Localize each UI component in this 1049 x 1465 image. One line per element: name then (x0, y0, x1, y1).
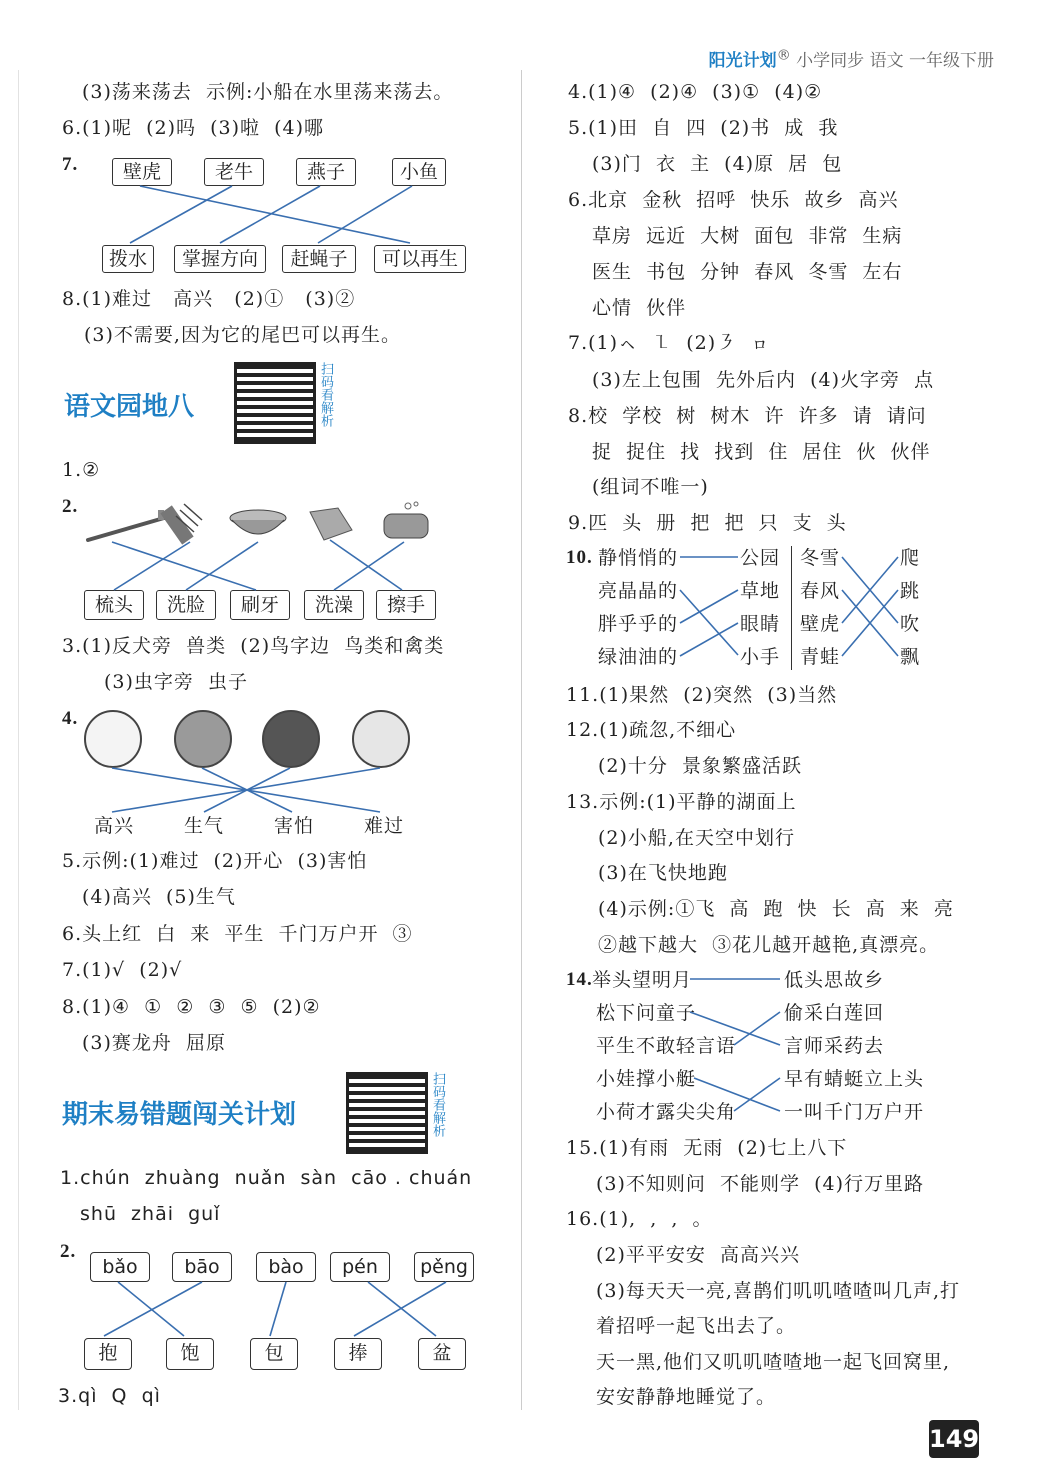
r-q5a: 5.(1)田 自 四 (2)书 成 我 (568, 117, 839, 139)
r10-right-item: 冬雪 (800, 547, 841, 569)
r10-right-item: 春风 (800, 580, 841, 602)
r-q13a: 13.示例:(1)平静的湖面上 (566, 791, 797, 813)
char-box: 抱 (84, 1338, 132, 1370)
r-q14-label: 14. (566, 969, 593, 990)
match-line (104, 1282, 202, 1336)
emotion-word: 害怕 (274, 815, 315, 837)
r14-right-item: 低头思故乡 (784, 969, 885, 991)
match-line (368, 1282, 436, 1336)
match-line (330, 540, 402, 590)
pinyin-box: bǎo (90, 1252, 150, 1282)
qr-hint: 扫码看解析 (318, 362, 333, 427)
char-box: 包 (250, 1338, 298, 1370)
page-number: 149 (929, 1420, 979, 1458)
match-line (318, 186, 412, 243)
r-q6c: 医生 书包 分钟 春风 冬雪 左右 (592, 261, 903, 283)
r-q13b: (2)小船,在天空中划行 (598, 827, 795, 849)
s1-q6: 6.头上红 白 来 平生 千门万户开 ③ (62, 923, 413, 945)
left-line-1: (3)荡来荡去 示例:小船在水里荡来荡去。 (82, 81, 454, 103)
registered-mark: ® (776, 47, 791, 64)
r10-verb-item: 吹 (900, 613, 921, 635)
r10-mid-item: 小手 (740, 646, 781, 668)
r-q6b: 草房 远近 大树 面包 非常 生病 (592, 225, 903, 247)
r14-left-item: 松下问童子 (596, 1002, 697, 1024)
r10-right-item: 壁虎 (800, 613, 841, 635)
r-q8c: (组词不唯一) (592, 476, 709, 498)
r-q16d: 着招呼一起飞出去了。 (596, 1315, 797, 1337)
r14-left-item: 举头望明月 (592, 969, 693, 991)
r10-right-item: 青蛙 (800, 646, 841, 668)
s2-q3: 3.qì Q qì (58, 1385, 161, 1407)
r-q11: 11.(1)果然 (2)突然 (3)当然 (566, 684, 838, 706)
r-q8b: 捉 捉住 找 找到 住 居住 伙 伙伴 (592, 441, 931, 463)
r10-mid-item: 公园 (740, 547, 781, 569)
r-q15a: 15.(1)有雨 无雨 (2)七上八下 (566, 1137, 848, 1159)
s1-q5b: (4)高兴 (5)生气 (82, 886, 236, 908)
r10-left-item: 静悄悄的 (598, 547, 679, 569)
s2-q1b: shū zhāi guǐ (80, 1203, 221, 1225)
char-box: 捧 (334, 1338, 382, 1370)
r-q6d: 心情 伙伴 (592, 297, 687, 319)
s1-q1: 1.② (62, 459, 101, 481)
r14-left-item: 平生不敢轻言语 (596, 1035, 737, 1057)
emotion-word: 高兴 (94, 815, 135, 837)
match-line (270, 1282, 286, 1336)
r10-left-item: 胖乎乎的 (598, 613, 679, 635)
match-line (112, 542, 256, 590)
s1-q4-label: 4. (62, 708, 79, 729)
word-box: 洗脸 (156, 590, 216, 620)
left-q6: 6.(1)呢 (2)吗 (3)啦 (4)哪 (62, 117, 325, 139)
match-line (680, 623, 738, 656)
emotion-word: 难过 (364, 815, 405, 837)
r-q4: 4.(1)④ (2)④ (3)① (4)② (568, 81, 823, 103)
s2-q2-label: 2. (60, 1241, 77, 1262)
match-line (680, 590, 738, 655)
r-q16f: 安安静静地睡觉了。 (596, 1386, 777, 1408)
s2-q1a: 1.chún zhuàng nuǎn sàn cāo . chuán (60, 1167, 473, 1189)
action-box: 掌握方向 (174, 245, 266, 273)
animal-box: 老牛 (204, 158, 264, 186)
pinyin-box: bāo (172, 1252, 232, 1282)
match-line (354, 1282, 446, 1336)
r10-verb-item: 跳 (900, 580, 921, 602)
action-box: 拨水 (102, 245, 154, 273)
animal-box: 燕子 (296, 158, 356, 186)
char-box: 饱 (166, 1338, 214, 1370)
s1-q8b: (3)赛龙舟 屈原 (82, 1032, 226, 1054)
r-q16e: 天一黑,他们又叽叽喳喳地一起飞回窝里, (596, 1351, 951, 1373)
r-q7b: (3)左上包围 先外后内 (4)火字旁 点 (592, 369, 935, 391)
r10-verb-item: 飘 (900, 646, 921, 668)
r14-right-item: 言师采药去 (784, 1035, 885, 1057)
char-box: 盆 (418, 1338, 466, 1370)
match-line (734, 1012, 780, 1045)
pinyin-box: pén (330, 1252, 390, 1282)
s1-q5a: 5.示例:(1)难过 (2)开心 (3)害怕 (62, 850, 368, 872)
match-line (690, 1012, 780, 1045)
r10-mid-item: 草地 (740, 580, 781, 602)
r-q13d: (4)示例:①飞 高 跑 快 长 高 来 亮 (598, 898, 954, 920)
r-q10-label: 10. (566, 547, 593, 568)
match-line (680, 590, 738, 623)
r10-left-item: 亮晶晶的 (598, 580, 679, 602)
s1-q3b: (3)虫字旁 虫子 (104, 671, 248, 693)
r-q16c: (3)每天天一亮,喜鹊们叽叽喳喳叫几声,打 (596, 1280, 960, 1302)
match-line (734, 1078, 780, 1111)
r14-left-item: 小娃撑小艇 (596, 1068, 697, 1090)
r-q8a: 8.校 学校 树 树木 许 许多 请 请问 (568, 405, 927, 427)
r-q15b: (3)不知则问 不能则学 (4)行万里路 (596, 1173, 924, 1195)
r14-right-item: 一叫千门万户开 (784, 1101, 925, 1123)
animal-box: 小鱼 (392, 158, 446, 186)
r-q13c: (3)在飞快地跑 (598, 862, 728, 884)
r-q5b: (3)门 衣 主 (4)原 居 包 (592, 153, 843, 175)
word-box: 洗澡 (304, 590, 364, 620)
r10-mid-item: 眼睛 (740, 613, 781, 635)
word-box: 梳头 (84, 590, 144, 620)
s1-q3a: 3.(1)反犬旁 兽类 (2)鸟字边 鸟类和禽类 (62, 635, 445, 657)
word-box: 擦手 (376, 590, 436, 620)
section-title-yuwen: 语文园地八 (64, 392, 195, 422)
brand-name: 阳光计划 (708, 51, 777, 71)
book-title: 小学同步 语文 一年级下册 (790, 51, 994, 71)
q7-label: 7. (62, 154, 79, 175)
match-line (220, 186, 320, 243)
word-box: 刷牙 (230, 590, 290, 620)
s1-q2-label: 2. (62, 496, 79, 517)
emotion-word: 生气 (184, 815, 225, 837)
action-box: 可以再生 (374, 245, 466, 273)
r-q12a: 12.(1)疏忽,不细心 (566, 719, 737, 741)
match-line (186, 542, 258, 590)
r-q16b: (2)平平安安 高高兴兴 (596, 1244, 800, 1266)
r14-right-item: 早有蜻蜓立上头 (784, 1068, 925, 1090)
match-line (118, 1282, 184, 1336)
s1-q7: 7.(1)√ (2)√ (62, 959, 183, 981)
r-q6a: 6.北京 金秋 招呼 快乐 故乡 高兴 (568, 189, 899, 211)
r-q13e: ②越下越大 ③花儿越开越艳,真漂亮。 (598, 934, 940, 956)
action-box: 赶蝇子 (282, 245, 356, 273)
left-q8b: (3)不需要,因为它的尾巴可以再生。 (84, 324, 401, 346)
match-line (694, 1078, 780, 1111)
r-q9: 9.匹 头 册 把 把 只 支 头 (568, 512, 847, 534)
r-q16a: 16.(1), , , 。 (566, 1208, 713, 1230)
r-q7a: 7.(1)ㇸ ㇅ (2)㇋ ㇿ (568, 332, 771, 354)
r10-left-item: 绿油油的 (598, 646, 679, 668)
r-q12b: (2)十分 景象繁盛活跃 (598, 755, 802, 777)
r10-verb-item: 爬 (900, 547, 921, 569)
r14-right-item: 偷采白莲回 (784, 1002, 885, 1024)
pinyin-box: pěng (414, 1252, 474, 1282)
qr-hint: 扫码看解析 (430, 1072, 445, 1137)
s1-q8a: 8.(1)④ ① ② ③ ⑤ (2)② (62, 996, 321, 1018)
match-line (114, 542, 190, 590)
section-title-final: 期末易错题闯关计划 (62, 1100, 297, 1130)
animal-box: 壁虎 (112, 158, 172, 186)
r14-left-item: 小荷才露尖尖角 (596, 1101, 737, 1123)
left-q8a: 8.(1)难过 高兴 (2)① (3)② (62, 288, 356, 310)
pinyin-box: bào (256, 1252, 316, 1282)
